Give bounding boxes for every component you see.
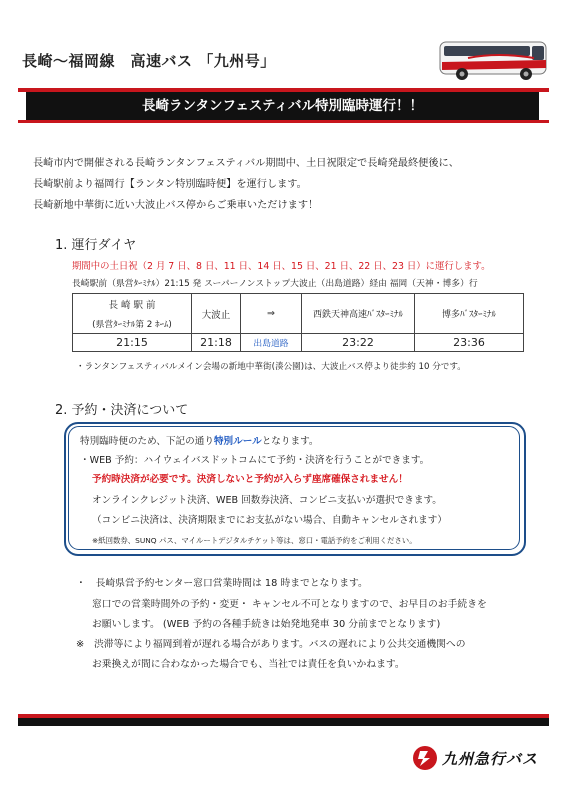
delay-note-2: お乗換えが間に合わなかった場合でも、当社では責任を負いかねます。 [92, 659, 405, 670]
banner-red-stripe [18, 120, 549, 123]
footer-black-stripe [18, 718, 549, 726]
off-hours-note-1: 窓口での営業時間外の予約・変更・ キャンセル不可となりますので、お早目のお手続きを [92, 599, 487, 610]
timetable-header-tenjin: 西鉄天神高速ﾊﾞｽﾀｰﾐﾅﾙ [302, 294, 415, 334]
intro-line-3: 長崎新地中華街に近い大波止バス停からご乗車いただけます！ [33, 200, 319, 211]
timetable-header-arrow: ⇒ [241, 294, 302, 334]
payment-warning: 予約時決済が必要です。決済しないと予約が入らず座席確保されません！ [92, 474, 408, 485]
operation-dates: 期間中の土日祝（2 月 7 日、8 日、11 日、14 日、15 日、21 日、22 日、23 日）に運行します。 [72, 261, 491, 272]
payment-methods: オンラインクレジット決済、WEB 回数券決済、コンビニ支払いが選択できます。 [92, 495, 442, 506]
paper-ticket-note: ※紙回数券、SUNQ パス、マイルートデジタルチケット等は、窓口・電話予約をご利用ください。 [92, 536, 417, 545]
nagasaki-platform-label: (県営ﾀｰﾐﾅﾙ第 2 ﾎｰﾑ) [92, 320, 172, 330]
time-nagasaki: 21:15 [73, 334, 192, 352]
special-rules-label: 特別ルール [213, 436, 262, 447]
banner: 長崎ランタンフェスティバル特別臨時運行！！ [26, 92, 539, 120]
access-footnote: ・ランタンフェスティバルメイン会場の新地中華街(湊公園)は、大波止バス停より徒歩約 10 分です。 [76, 362, 466, 372]
time-hakata: 23:36 [415, 334, 524, 352]
delay-note-1: ※ 渋滞等により福岡到着が遅れる場合があります。バスの遅れにより公共交通機関への [76, 639, 466, 650]
nagasaki-station-label: 長 崎 駅 前 [108, 300, 156, 311]
time-tenjin: 23:22 [302, 334, 415, 352]
intro-line-1: 長崎市内で開催される長崎ランタンフェスティバル期間中、土日祝限定で長崎発最終便後に、 [33, 158, 459, 169]
company-logo [412, 745, 538, 771]
company-logo-icon [412, 745, 438, 771]
company-logo-text: 九州急行バス [442, 749, 539, 768]
route-description: 長崎駅前（県営ﾀｰﾐﾅﾙ）21:15 発 スーパーノンストップ大波止（出島道路）経由 福岡（天神・博多）行 [72, 279, 478, 289]
intro-line-2: 長崎駅前より福岡行【ランタン特別臨時便】を運行します。 [33, 179, 307, 190]
web-reservation-line: ・WEB 予約：ハイウェイバスドットコムにて予約・決済を行うことができます。 [80, 455, 430, 466]
time-ohato: 21:18 [192, 334, 241, 352]
rules-intro-pre: 特別臨時便のため、下記の通り [80, 436, 214, 447]
section-2-title: 2. 予約・決済について [55, 403, 189, 418]
bus-icon [438, 38, 550, 82]
timetable-header-hakata: 博多ﾊﾞｽﾀｰﾐﾅﾙ [415, 294, 524, 334]
section-1-title: 1. 運行ダイヤ [55, 238, 137, 253]
timetable [72, 293, 524, 352]
convenience-store-note: （コンビニ決済は、決済期限までにお支払がない場合、自動キャンセルされます） [92, 515, 447, 526]
center-hours-note: ・ 長崎県営予約センター窓口営業時間は 18 時までとなります。 [76, 578, 368, 589]
timetable-header-nagasaki [73, 294, 192, 334]
off-hours-note-2: お願いします。 (WEB 予約の各種手続きは始発地発車 30 分前までとなります) [92, 619, 441, 630]
page-title: 長崎～福岡線 高速バス 「九州号」 [22, 52, 276, 70]
rules-intro [80, 433, 319, 447]
rules-intro-post: となります。 [261, 436, 319, 447]
timetable-header-ohato: 大波止 [192, 294, 241, 334]
via-dejima-road: 出島道路 [241, 334, 302, 352]
